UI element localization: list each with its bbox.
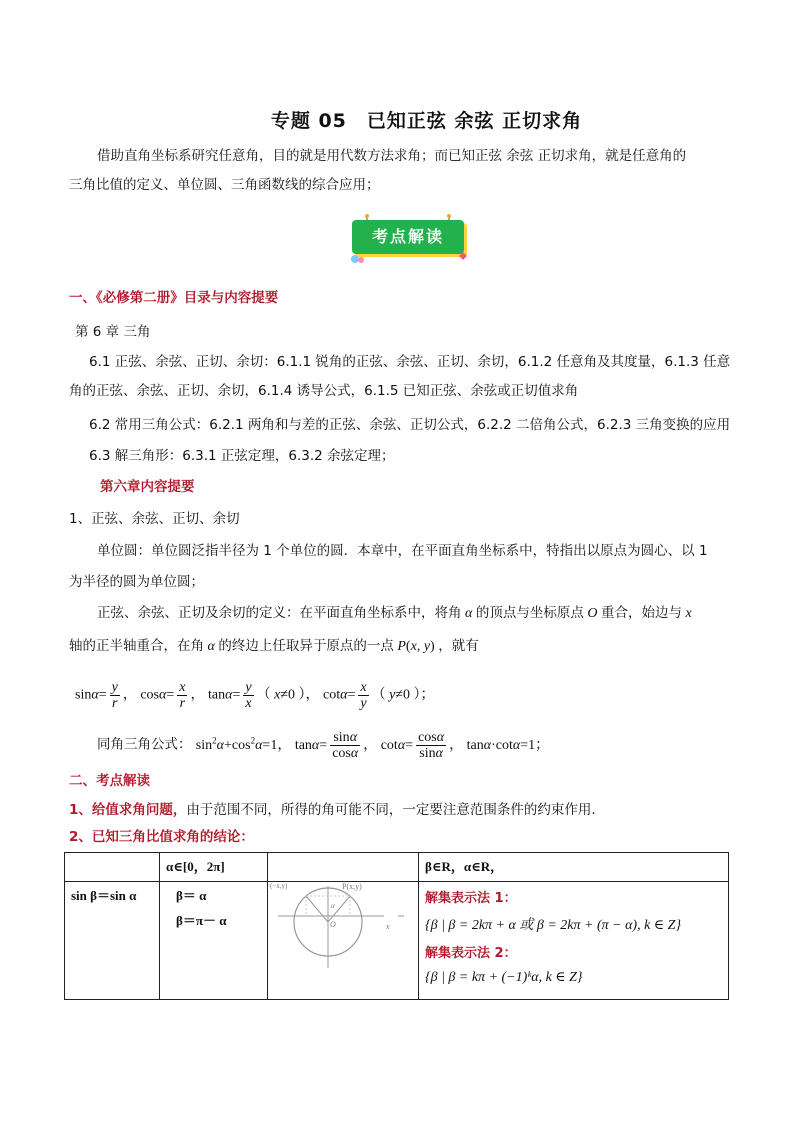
point-1-label: 1、给值求角问题， bbox=[69, 802, 187, 818]
header-cell-2 bbox=[268, 853, 419, 882]
method-2-label: 解集表示法 2： bbox=[425, 946, 517, 961]
header-cell-range: α∈[0，2π] bbox=[160, 853, 268, 882]
toc-6-1-line-1: 6.1 正弦、余弦、正切、余切：6.1.1 锐角的正弦、余弦、正切、余切，6.1.2 任意角及其度量，6.1.3 任意 bbox=[89, 354, 731, 370]
point-2: 2、已知三角比值求角的结论： bbox=[69, 829, 254, 845]
toc-6-2: 6.2 常用三角公式：6.2.1 两角和与差的正弦、余弦、正切公式，6.2.2 二倍角公式，6.2.3 三角变换的应用 bbox=[89, 417, 731, 433]
same-angle-identities: 同角三角公式： $\sin^2\alpha+\cos^2\alpha=1$， tanα= $\frac{\sin\alpha}{\cos\alpha}$ ， cotα= $\frac{\cos\alpha}{\sin\alpha}$ ， tanα·cotα=1； bbox=[97, 730, 550, 761]
section2-heading: 二、考点解读 bbox=[69, 773, 150, 789]
diagram-label-origin: O bbox=[330, 920, 336, 929]
intro-line-2: 三角比值的定义、单位圆、三角函数线的综合应用； bbox=[69, 177, 380, 193]
def-text-f: ，就有 bbox=[438, 638, 479, 654]
method-2-formula: {β | β = kπ + (−1)ᵏα, k ∈ Z} bbox=[425, 970, 583, 985]
def-text-c: 重合，始边与 bbox=[600, 605, 682, 621]
badge-kaodian-jiedu bbox=[349, 214, 471, 264]
solution-1: β＝ α bbox=[176, 888, 207, 903]
page-title: 专题 05 已知正弦 余弦 正切求角 bbox=[270, 110, 583, 132]
item-1: 1、正弦、余弦、正切、余切 bbox=[69, 511, 240, 527]
toc-6-3: 6.3 解三角形：6.3.1 正弦定理，6.3.2 余弦定理； bbox=[89, 448, 395, 464]
diagram-label-p-left: (−x,y) bbox=[270, 882, 288, 890]
point-1-text: 由于范围不同，所得的角可能不同，一定要注意范围条件的约束作用. bbox=[186, 802, 596, 818]
unit-circle-line-2: 为半径的圆为单位圆； bbox=[69, 574, 204, 590]
badge-label: 考点解读 bbox=[371, 227, 444, 246]
diagram-label-alpha: α bbox=[331, 902, 335, 910]
summary-heading: 第六章内容提要 bbox=[100, 479, 195, 495]
diagram-label-p-right: P(x,y) bbox=[342, 882, 362, 891]
solution-2: β＝π－ α bbox=[176, 913, 227, 928]
header-cell-domain: β∈R，α∈R， bbox=[419, 853, 729, 882]
def-text-d: 轴的正半轴重合，在角 bbox=[69, 638, 204, 654]
def-text-e: 的终边上任取异于原点的一点 bbox=[218, 638, 394, 654]
chapter-title: 第 6 章 三角 bbox=[75, 324, 151, 340]
def-text-a: 正弦、余弦、正切及余切的定义：在平面直角坐标系中，将角 bbox=[97, 605, 462, 621]
method-1-formula: {β | β = 2kπ + α 或 β = 2kπ + (π − α), k ∈ Z} bbox=[425, 918, 682, 933]
row-label-sin: sin β＝sin α bbox=[65, 882, 160, 1000]
section1-heading: 一、《必修第二册》目录与内容提要 bbox=[69, 290, 279, 306]
solution-set-cell bbox=[419, 882, 729, 1000]
point-1 bbox=[69, 800, 596, 820]
unit-circle-line-1: 单位圆：单位圆泛指半径为 1 个单位的圆．本章中，在平面直角坐标系中，特指出以原点为圆心、以 1 bbox=[97, 543, 708, 559]
definition-line-1: 正弦、余弦、正切及余切的定义：在平面直角坐标系中，将角 α 的顶点与坐标原点 O 重合，始边与 x bbox=[97, 605, 692, 621]
definition-line-2: 轴的正半轴重合，在角 α 的终边上任取异于原点的一点 P(x, y) ，就有 bbox=[69, 638, 479, 654]
method-1-label: 解集表示法 1： bbox=[425, 891, 517, 906]
toc-6-1-line-2: 角的正弦、余弦、正切、余切，6.1.4 诱导公式，6.1.5 已知正弦、余弦或正切值求角 bbox=[69, 383, 579, 399]
diagram-cell bbox=[268, 882, 419, 1000]
intro-line-1: 借助直角坐标系研究任意角，目的就是用代数方法求角；而已知正弦 余弦 正切求角，就是任意角的 bbox=[97, 148, 687, 164]
header-cell-0 bbox=[65, 853, 160, 882]
def-text-b: 的顶点与坐标原点 bbox=[475, 605, 584, 621]
trig-definitions-formula: sinα= $\frac{y}{r}$ ， cosα= $\frac{x}{r}$ ， tanα= $\frac{y}{x}$ （ x≠0 ）， cotα= $\frac{x}{y}$ （ y≠0 ）； bbox=[75, 680, 435, 711]
table-header-row bbox=[65, 853, 729, 882]
same-angle-label: 同角三角公式： bbox=[97, 736, 192, 753]
table-row-sin bbox=[65, 882, 729, 1000]
solutions-cell bbox=[160, 882, 268, 1000]
conclusion-table bbox=[64, 852, 729, 1000]
diagram-label-x: x bbox=[386, 922, 390, 931]
unit-circle-diagram bbox=[268, 882, 418, 974]
